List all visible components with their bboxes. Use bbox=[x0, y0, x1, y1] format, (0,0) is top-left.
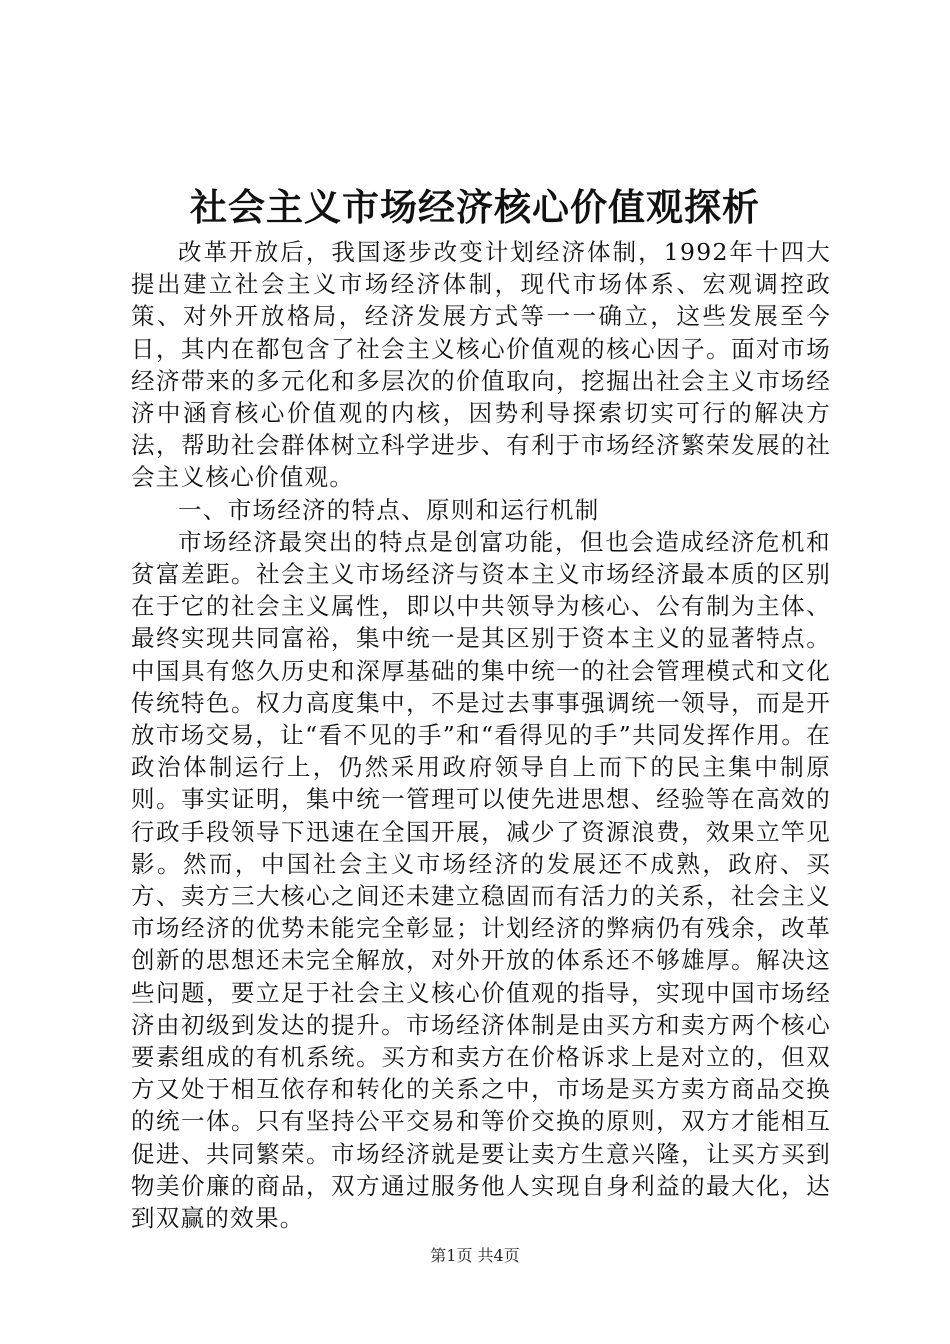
intro-paragraph: 改革开放后，我国逐步改变计划经济体制，1992年十四大提出建立社会主义市场经济体制，现代市场体系、宏观调控政策、对外开放格局，经济发展方式等一一确立，这些发展至今日，其内在都包含了社会主义核心价值观的核心因子。面对市场经济带来的多元化和多层次的价值取向，挖掘出社会主义市场经济中涵育核心价值观的内核，因势利导探索切实可行的解决方法，帮助社会群体树立科学进步、有利于市场经济繁荣发展的社会主义核心价值观。 bbox=[131, 238, 831, 492]
document-body bbox=[131, 236, 831, 1234]
page-footer: 第1页 共4页 bbox=[430, 1246, 520, 1265]
section-heading: 一、市场经济的特点、原则和运行机制 bbox=[178, 495, 600, 524]
body-paragraph: 市场经济最突出的特点是创富功能，但也会造成经济危机和贫富差距。社会主义市场经济与资本主义市场经济最本质的区别在于它的社会主义属性，即以中共领导为核心、公有制为主体、最终实现共同富裕，集中统一是其区别于资本主义的显著特点。中国具有悠久历史和深厚基础的集中统一的社会管理模式和文化传统特色。权力高度集中，不是过去事事强调统一领导，而是开放市场交易，让“看不见的手”和“看得见的手”共同发挥作用。在政治体制运行上，仍然采用政府领导自上而下的民主集中制原则。事实证明，集中统一管理可以使先进思想、经验等在高效的行政手段领导下迅速在全国开展，减少了资源浪费，效果立竿见影。然而，中国社会主义市场经济的发展还不成熟，政府、买方、卖方三大核心之间还未建立稳固而有活力的关系，社会主义市场经济的优势未能完全彰显；计划经济的弊病仍有残余，改革创新的思想还未完全解放，对外开放的体系还不够雄厚。解决这些问题，要立足于社会主义核心价值观的指导，实现中国市场经济由初级到发达的提升。市场经济体制是由买方和卖方两个核心要素组成的有机系统。买方和卖方在价格诉求上是对立的，但双方又处于相互依存和转化的关系之中，市场是买方卖方商品交换的统一体。只有坚持公平交易和等价交换的原则，双方才能相互促进、共同繁荣。市场经济就是要让卖方生意兴隆，让买方买到物美价廉的商品，双方通过服务他人实现自身利益的最大化，达到双赢的效果。 bbox=[131, 527, 831, 1233]
page-title: 社会主义市场经济核心价值观探析 bbox=[190, 186, 760, 229]
